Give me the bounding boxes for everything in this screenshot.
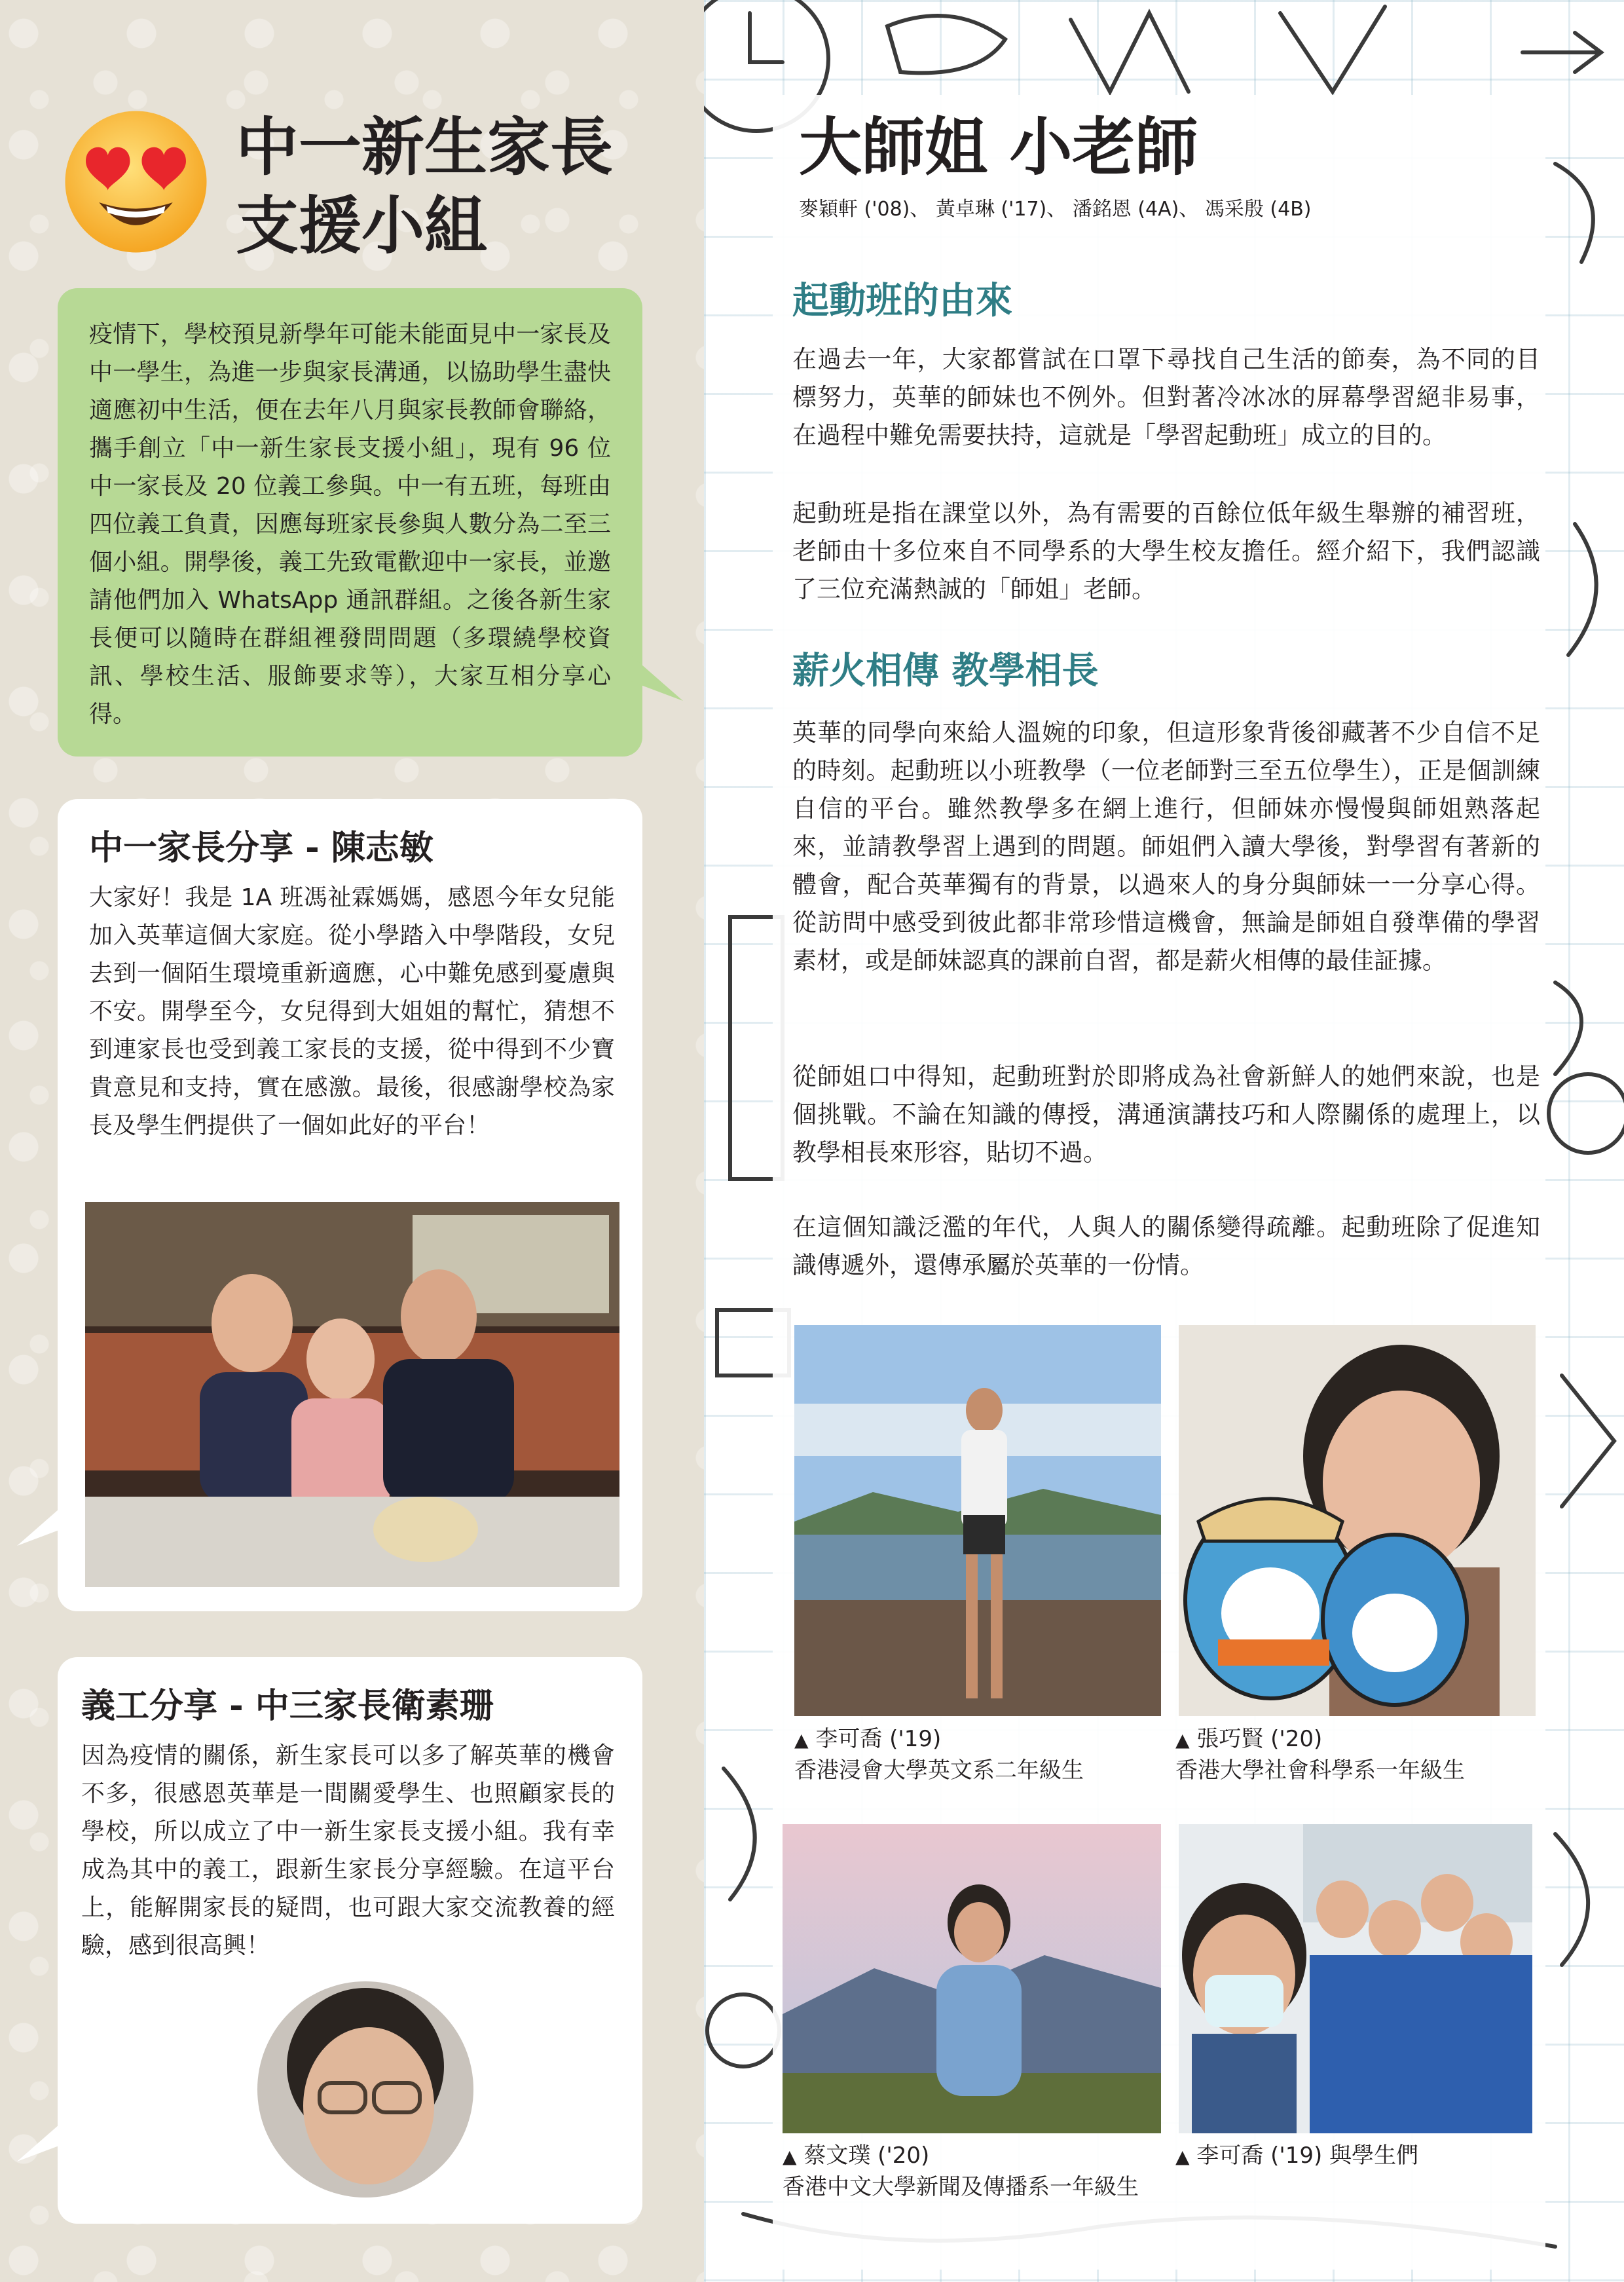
paragraph-1: 在過去一年，大家都嘗試在口罩下尋找自己生活的節奏，為不同的目標努力，英華的師妹也不例外。但對著冷冰冰的屏幕學習絕非易事，在過程中難免需要扶持，這就是「學習起動班」成立的目的。 bbox=[792, 345, 1540, 449]
caption-3-detail: 香港中文大學新聞及傳播系一年級生 bbox=[783, 2174, 1139, 2200]
volunteer-share-card bbox=[58, 1657, 642, 2224]
caption-photo-3 bbox=[783, 2141, 1139, 2202]
caption-1-detail: 香港浸會大學英文系二年級生 bbox=[794, 1757, 1084, 1784]
triangle-icon: ▲ bbox=[1175, 1729, 1190, 1751]
parent-share-title: 中一家長分享 - 陳志敏 bbox=[89, 829, 434, 868]
caption-4-name: 李可喬 ('19) 與學生們 bbox=[1196, 2142, 1419, 2169]
photo-coastline-portrait bbox=[794, 1325, 1161, 1716]
bubble-tail-icon bbox=[17, 1500, 69, 1546]
triangle-icon: ▲ bbox=[783, 2146, 797, 2167]
paragraph-3: 英華的同學向來給人溫婉的印象，但這形象背後卻藏著不少自信不足的時刻。起動班以小班教學（一位老師對三至五位學生），正是個訓練自信的平台。雖然教學多在網上進行，但師妹亦慢慢與師姐熟落起來，並請教學習上遇到的問題。師姐們入讀大學後，對學習有著新的體會，配合英華獨有的背景，以過來人的身分與師妹一一分享心得。從訪問中感受到彼此都非常珍惜這機會，無論是師姐自發準備的學習素材，或是師妹認真的課前自習，都是薪火相傳的最佳証據。 bbox=[792, 719, 1540, 975]
section-heading-origin: 起動班的由來 bbox=[792, 280, 1012, 322]
intro-text: 疫情下，學校預見新學年可能未能面見中一家長及中一學生，為進一步與家長溝通，以協助學生盡快適應初中生活，便在去年八月與家長教師會聯絡，攜手創立「中一新生家長支援小組」，現有 96 位中一家長及 20 位義工參與。中一有五班，每班由四位義工負責，因應每班家長參與人數分為二至三個小組。開學後，義工先致電歡迎中一家長，並邀請他們加入 WhatsApp 通訊群組。之後各新生家長便可以隨時在群組裡發問問題（多環繞學校資訊、學校生活、服飾要求等），大家互相分享心得。 bbox=[89, 321, 611, 728]
left-title bbox=[236, 108, 694, 265]
caption-2-name: 張巧賢 ('20) bbox=[1196, 1726, 1323, 1752]
caption-photo-2 bbox=[1175, 1724, 1465, 1786]
caption-photo-1 bbox=[794, 1724, 1084, 1786]
parent-share-card bbox=[58, 799, 642, 1611]
volunteer-share-text: 因為疫情的關係，新生家長可以多了解英華的機會不多，很感恩英華是一間關愛學生、也照顧家長的學校，所以成立了中一新生家長支援小組。我有幸成為其中的義工，跟新生家長分享經驗。在這平台上，能解開家長的疑問，也可跟大家交流教養的經驗，感到很高興！ bbox=[81, 1742, 615, 1959]
section-heading-mentoring: 薪火相傳 教學相長 bbox=[792, 650, 1099, 692]
caption-photo-4 bbox=[1175, 2141, 1418, 2172]
heart-eyes-emoji-icon bbox=[62, 108, 210, 255]
triangle-icon: ▲ bbox=[794, 1729, 809, 1751]
paragraph-4: 從師姐口中得知，起動班對於即將成為社會新鮮人的她們來說，也是個挑戰。不論在知識的傳授，溝通演講技巧和人際關係的處理上，以教學相長來形容，貼切不過。 bbox=[792, 1062, 1540, 1167]
caption-3-name: 蔡文璞 ('20) bbox=[803, 2142, 930, 2169]
caption-2-detail: 香港大學社會科學系一年級生 bbox=[1175, 1757, 1465, 1784]
parent-share-text: 大家好！我是 1A 班馮祉霖媽媽，感恩今年女兒能加入英華這個大家庭。從小學踏入中學階段，女兒去到一個陌生環境重新適應，心中難免感到憂慮與不安。開學至今，女兒得到大姐姐的幫忙，猜想不到連家長也受到義工家長的支援，從中得到不少寶貴意見和支持，實在感激。最後，很感謝學校為家長及學生們提供了一個如此好的平台！ bbox=[89, 884, 615, 1139]
triangle-icon: ▲ bbox=[1175, 2146, 1190, 2167]
left-title-line2: 支援小組 bbox=[236, 189, 487, 263]
left-title-line1: 中一新生家長 bbox=[236, 111, 613, 184]
caption-1-name: 李可喬 ('19) bbox=[815, 1726, 942, 1752]
authors-line: 麥穎軒 ('08)、 黃卓琳 ('17)、 潘銘恩 (4A)、 馮采殷 (4B) bbox=[799, 198, 1312, 221]
photo-students-group bbox=[1179, 1824, 1532, 2133]
paragraph-2: 起動班是指在課堂以外，為有需要的百餘位低年級生舉辦的補習班，老師由十多位來自不同學系的大學生校友擔任。經介紹下，我們認識了三位充滿熱誠的「師姐」老師。 bbox=[792, 499, 1540, 603]
bubble-tail-icon bbox=[631, 655, 683, 701]
bubble-tail-icon bbox=[17, 2116, 69, 2161]
volunteer-share-title: 義工分享 - 中三家長衛素珊 bbox=[81, 1687, 494, 1726]
photo-sunset-portrait bbox=[783, 1824, 1161, 2133]
right-title: 大師姐 小老師 bbox=[799, 111, 1198, 184]
volunteer-portrait-photo bbox=[257, 1981, 473, 2198]
photo-mascot-portrait bbox=[1179, 1325, 1536, 1716]
intro-speech-bubble bbox=[58, 288, 642, 757]
family-photo bbox=[85, 1202, 619, 1587]
paragraph-5: 在這個知識泛濫的年代，人與人的關係變得疏離。起動班除了促進知識傳遞外，還傳承屬於英華的一份情。 bbox=[792, 1213, 1540, 1279]
